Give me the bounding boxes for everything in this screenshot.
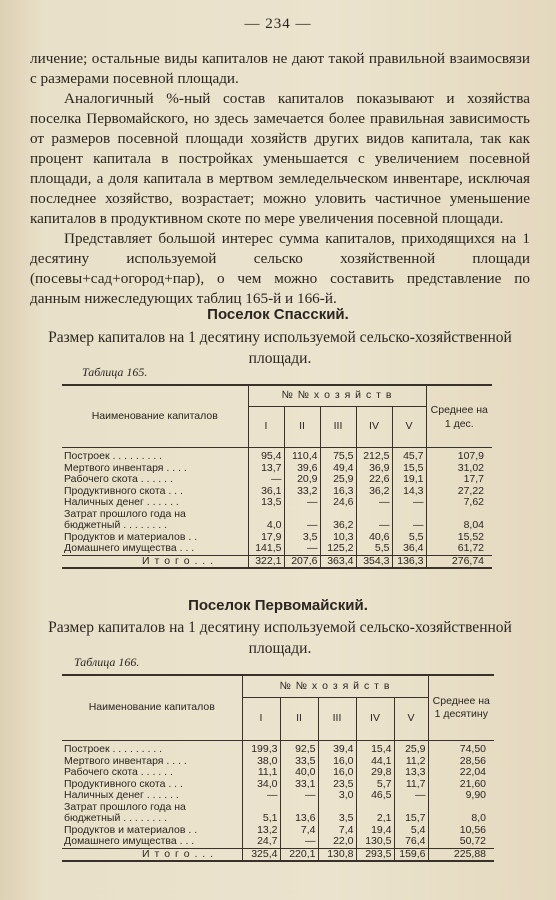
row-name: Продуктов и материалов . .: [64, 824, 198, 836]
value-cell: —: [280, 836, 318, 848]
table-165: [62, 384, 492, 569]
value-cell: 33,2: [284, 486, 320, 498]
value-cell: 39,4: [318, 741, 356, 756]
column-header-average: Среднее на 1 десятину: [428, 675, 494, 741]
average-cell: 50,72: [428, 836, 494, 848]
value-cell: 13,6: [280, 813, 318, 825]
average-cell: 17,7: [426, 474, 492, 486]
value-cell: —: [242, 790, 280, 802]
table-row: [62, 532, 492, 544]
value-cell: 25,9: [394, 741, 428, 756]
value-cell: 36,1: [248, 486, 284, 498]
total-value-cell: 220,1: [280, 848, 318, 861]
value-cell: —: [284, 497, 320, 509]
value-cell: 19,4: [356, 825, 394, 837]
row-name: Построек . . . . . . . . .: [64, 743, 163, 755]
value-cell: 22,6: [356, 474, 392, 486]
table-166: [62, 674, 494, 862]
section-heading-spassky: Поселок Спасский.: [207, 306, 349, 323]
average-cell: 10,56: [428, 825, 494, 837]
value-cell: 40,6: [356, 532, 392, 544]
table-row: [62, 779, 494, 791]
table-row: [62, 497, 492, 509]
value-cell: 33,5: [280, 756, 318, 768]
value-cell: —: [394, 790, 428, 802]
value-cell: —: [392, 497, 426, 509]
value-cell: 29,8: [356, 767, 394, 779]
value-cell: —: [356, 520, 392, 532]
value-cell: 7,4: [280, 825, 318, 837]
total-value-cell: 130,8: [318, 848, 356, 861]
row-name: Рабочего скота . . . . . .: [64, 474, 173, 485]
table-row: [62, 741, 494, 756]
column-number-1: I: [242, 698, 280, 741]
table-row: [62, 756, 494, 768]
total-label: И т о г о . . .: [62, 848, 242, 861]
value-cell: —: [392, 520, 426, 532]
average-cell: 22,04: [428, 767, 494, 779]
value-cell: [280, 802, 318, 814]
total-label: И т о г о . . .: [62, 555, 248, 568]
column-header-name: Наименование капиталов: [62, 675, 242, 741]
column-number-5: V: [392, 407, 426, 448]
value-cell: 3,0: [318, 790, 356, 802]
page-number: — 234 —: [244, 16, 312, 32]
value-cell: 13,2: [242, 825, 280, 837]
value-cell: 36,4: [392, 543, 426, 555]
value-cell: 16,0: [318, 767, 356, 779]
value-cell: 130,5: [356, 836, 394, 848]
value-cell: 36,9: [356, 463, 392, 475]
total-value-cell: 136,3: [392, 555, 426, 568]
value-cell: 92,5: [280, 741, 318, 756]
value-cell: 15,7: [394, 813, 428, 825]
value-cell: 13,3: [394, 767, 428, 779]
value-cell: —: [248, 474, 284, 486]
row-name: бюджетный . . . . . . . .: [64, 520, 167, 531]
value-cell: 3,5: [318, 813, 356, 825]
value-cell: 16,0: [318, 756, 356, 768]
value-cell: —: [284, 520, 320, 532]
average-cell: 15,52: [426, 532, 492, 544]
total-value-cell: 159,6: [394, 848, 428, 861]
column-number-2: II: [280, 698, 318, 741]
value-cell: [394, 802, 428, 814]
column-header-group: № № х о з я й с т в: [242, 675, 428, 698]
value-cell: [284, 509, 320, 521]
row-name: Затрат прошлого года на: [64, 801, 186, 813]
value-cell: [320, 509, 356, 521]
row-name: Наличных денег . . . . . .: [64, 790, 179, 801]
value-cell: 10,3: [320, 532, 356, 544]
value-cell: 36,2: [356, 486, 392, 498]
value-cell: 40,0: [280, 767, 318, 779]
table-row: [62, 474, 492, 486]
value-cell: —: [356, 497, 392, 509]
value-cell: 2,1: [356, 813, 394, 825]
value-cell: 7,4: [318, 825, 356, 837]
row-name: Домашнего имущества . . .: [64, 543, 195, 554]
value-cell: 110,4: [284, 448, 320, 463]
paragraph-3: Представляет большой интерес сумма капиталов, приходящихся на 1 десятину используемой сельско хозяйственной площади (посевы+сад+огород+пар), о чем можно составить представление по данным нижеследующих таблиц 165-й и 166-й.: [30, 230, 530, 307]
value-cell: [318, 802, 356, 814]
average-cell: 27,22: [426, 486, 492, 498]
table-row: [62, 790, 494, 802]
value-cell: 199,3: [242, 741, 280, 756]
table-row: [62, 486, 492, 498]
total-average-cell: 276,74: [426, 555, 492, 568]
value-cell: 39,6: [284, 463, 320, 475]
body-text: [30, 49, 530, 309]
table-row: [62, 802, 494, 814]
average-cell: 107,9: [426, 448, 492, 463]
column-number-2: II: [284, 407, 320, 448]
column-header-group: № № х о з я й с т в: [248, 385, 426, 407]
value-cell: 13,5: [248, 497, 284, 509]
value-cell: 4,0: [248, 520, 284, 532]
table-label-166: Таблица 166.: [74, 655, 140, 669]
value-cell: 36,2: [320, 520, 356, 532]
total-average-cell: 225,88: [428, 848, 494, 861]
row-name: Продуктов и материалов . .: [64, 531, 198, 543]
value-cell: 38,0: [242, 756, 280, 768]
column-number-3: III: [320, 407, 356, 448]
value-cell: 34,0: [242, 779, 280, 791]
average-cell: 21,60: [428, 779, 494, 791]
table-row: [62, 520, 492, 532]
value-cell: 15,5: [392, 463, 426, 475]
value-cell: [392, 509, 426, 521]
value-cell: 20,9: [284, 474, 320, 486]
row-name: Рабочего скота . . . . . .: [64, 767, 173, 778]
value-cell: 22,0: [318, 836, 356, 848]
column-header-name: Наименование капиталов: [62, 385, 248, 448]
value-cell: 13,7: [248, 463, 284, 475]
value-cell: 125,2: [320, 543, 356, 555]
value-cell: 15,4: [356, 741, 394, 756]
value-cell: [248, 509, 284, 521]
value-cell: —: [284, 543, 320, 555]
value-cell: 24,7: [242, 836, 280, 848]
value-cell: 5,5: [392, 532, 426, 544]
table-row: [62, 767, 494, 779]
column-number-1: I: [248, 407, 284, 448]
total-value-cell: 207,6: [284, 555, 320, 568]
value-cell: 11,7: [394, 779, 428, 791]
value-cell: 212,5: [356, 448, 392, 463]
table-row: [62, 543, 492, 555]
value-cell: 5,7: [356, 779, 394, 791]
table-row: [62, 825, 494, 837]
value-cell: 24,6: [320, 497, 356, 509]
value-cell: 33,1: [280, 779, 318, 791]
average-cell: 7,62: [426, 497, 492, 509]
total-value-cell: 322,1: [248, 555, 284, 568]
value-cell: 5,1: [242, 813, 280, 825]
total-row: [62, 848, 494, 861]
section-heading-pervomaisky: Поселок Первомайский.: [188, 597, 368, 614]
average-cell: 61,72: [426, 543, 492, 555]
column-number-3: III: [318, 698, 356, 741]
total-value-cell: 325,4: [242, 848, 280, 861]
value-cell: 5,5: [356, 543, 392, 555]
value-cell: 49,4: [320, 463, 356, 475]
value-cell: 23,5: [318, 779, 356, 791]
average-cell: 9,90: [428, 790, 494, 802]
column-header-average: Среднее на 1 дес.: [426, 385, 492, 448]
row-name: Продуктивного скота . . .: [64, 778, 183, 790]
average-cell: 31,02: [426, 463, 492, 475]
value-cell: 45,7: [392, 448, 426, 463]
table-caption-165: Размер капиталов на 1 десятину используемой сельско-хозяйственной площади.: [48, 329, 512, 367]
paragraph-2: Аналогичный %-ный состав капиталов показывают и хозяйства поселка Первомайского, но здесь замечается более правильная зависимость от размеров посевной площади хозяйств других видов капитала, так как процент капитала в постройках уменьшается с увеличением посевной площади, а доля капитала в мертвом земледельческом инвентаре, исключая последнее хозяйство, возрастает; можно уловить частичное уменьшение капиталов в продуктивном скоте по мере увеличения посевной площади.: [30, 90, 530, 227]
value-cell: [242, 802, 280, 814]
value-cell: [356, 802, 394, 814]
table-caption-166: Размер капиталов на 1 десятину используемой сельско-хозяйственной площади.: [48, 619, 512, 657]
value-cell: 3,5: [284, 532, 320, 544]
row-name: Домашнего имущества . . .: [64, 836, 195, 847]
table-row: [62, 813, 494, 825]
total-value-cell: 363,4: [320, 555, 356, 568]
value-cell: 5,4: [394, 825, 428, 837]
total-value-cell: 293,5: [356, 848, 394, 861]
value-cell: 11,1: [242, 767, 280, 779]
total-row: [62, 555, 492, 568]
row-name: Продуктивного скота . . .: [64, 485, 183, 497]
column-number-4: IV: [356, 407, 392, 448]
table-row: [62, 509, 492, 521]
row-name: Мертвого инвентаря . . . .: [64, 462, 187, 474]
value-cell: [356, 509, 392, 521]
average-cell: 8,04: [426, 520, 492, 532]
average-cell: 8,0: [428, 813, 494, 825]
average-cell: 74,50: [428, 741, 494, 756]
column-number-4: IV: [356, 698, 394, 741]
value-cell: 17,9: [248, 532, 284, 544]
average-cell: [426, 509, 492, 521]
value-cell: —: [280, 790, 318, 802]
value-cell: 16,3: [320, 486, 356, 498]
paragraph-1: личение; остальные виды капиталов не дают такой правильной взаимосвязи с размерами посевной площади.: [30, 50, 530, 87]
total-value-cell: 354,3: [356, 555, 392, 568]
table-row: [62, 836, 494, 848]
row-name: бюджетный . . . . . . . .: [64, 813, 167, 824]
column-number-5: V: [394, 698, 428, 741]
average-cell: 28,56: [428, 756, 494, 768]
value-cell: 76,4: [394, 836, 428, 848]
row-name: Построек . . . . . . . . .: [64, 450, 163, 462]
value-cell: 14,3: [392, 486, 426, 498]
row-name: Затрат прошлого года на: [64, 508, 186, 520]
table-label-165: Таблица 165.: [82, 365, 148, 379]
value-cell: 141,5: [248, 543, 284, 555]
value-cell: 11,2: [394, 756, 428, 768]
row-name: Наличных денег . . . . . .: [64, 497, 179, 508]
average-cell: [428, 802, 494, 814]
value-cell: 25,9: [320, 474, 356, 486]
row-name: Мертвого инвентаря . . . .: [64, 755, 187, 767]
value-cell: 46,5: [356, 790, 394, 802]
value-cell: 75,5: [320, 448, 356, 463]
value-cell: 95,4: [248, 448, 284, 463]
value-cell: 19,1: [392, 474, 426, 486]
table-row: [62, 463, 492, 475]
table-row: [62, 448, 492, 463]
value-cell: 44,1: [356, 756, 394, 768]
